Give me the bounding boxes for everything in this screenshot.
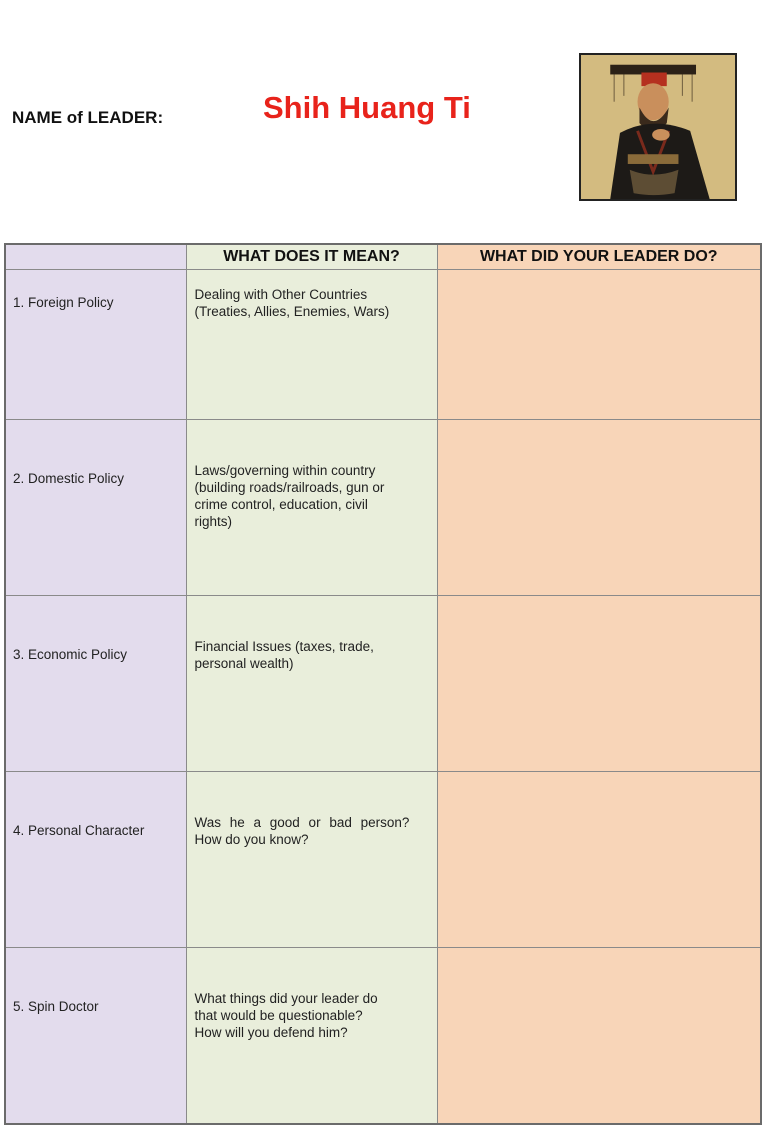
header-topic-column (5, 244, 186, 270)
leader-portrait (579, 53, 737, 201)
table-row-personal-character (5, 772, 761, 948)
table-row-domestic-policy (5, 420, 761, 596)
meaning-line: personal wealth) (194, 656, 294, 671)
meaning-line: Was he a good or bad person? (194, 815, 410, 830)
topic-cell: 1. Foreign Policy (5, 270, 186, 420)
header-what-did-your-leader-do: WHAT DID YOUR LEADER DO? (437, 244, 761, 270)
answer-cell[interactable] (437, 948, 761, 1125)
meaning-line: How do you know? (194, 832, 309, 847)
meaning-line: (Treaties, Allies, Enemies, Wars) (194, 304, 390, 319)
meaning-cell (186, 948, 437, 1125)
answer-cell[interactable] (437, 420, 761, 596)
answer-cell[interactable] (437, 772, 761, 948)
name-of-leader-label: NAME of LEADER: (12, 108, 164, 127)
meaning-line: Laws/governing within country (194, 463, 376, 478)
meaning-line: How will you defend him? (194, 1025, 348, 1040)
topic-cell: 2. Domestic Policy (5, 420, 186, 596)
topic-cell: 4. Personal Character (5, 772, 186, 948)
table-row-economic-policy (5, 596, 761, 772)
table-row-foreign-policy (5, 270, 761, 420)
topic-cell: 5. Spin Doctor (5, 948, 186, 1125)
leader-name: Shih Huang Ti (263, 90, 471, 125)
answer-cell[interactable] (437, 270, 761, 420)
meaning-line: Dealing with Other Countries (194, 287, 368, 302)
meaning-cell (186, 596, 437, 772)
header-what-does-it-mean: WHAT DOES IT MEAN? (186, 244, 437, 270)
table-header-row (5, 244, 761, 270)
table-row-spin-doctor (5, 948, 761, 1125)
meaning-line: rights) (194, 514, 233, 529)
meaning-line: Financial Issues (taxes, trade, (194, 639, 374, 654)
meaning-cell (186, 270, 437, 420)
meaning-line: crime control, education, civil (194, 497, 368, 512)
meaning-line: (building roads/railroads, gun or (194, 480, 385, 495)
answer-cell[interactable] (437, 596, 761, 772)
meaning-line: that would be questionable? (194, 1008, 363, 1023)
topic-cell: 3. Economic Policy (5, 596, 186, 772)
leader-analysis-table (4, 243, 762, 1125)
meaning-line: What things did your leader do (194, 991, 378, 1006)
meaning-cell (186, 420, 437, 596)
meaning-cell (186, 772, 437, 948)
